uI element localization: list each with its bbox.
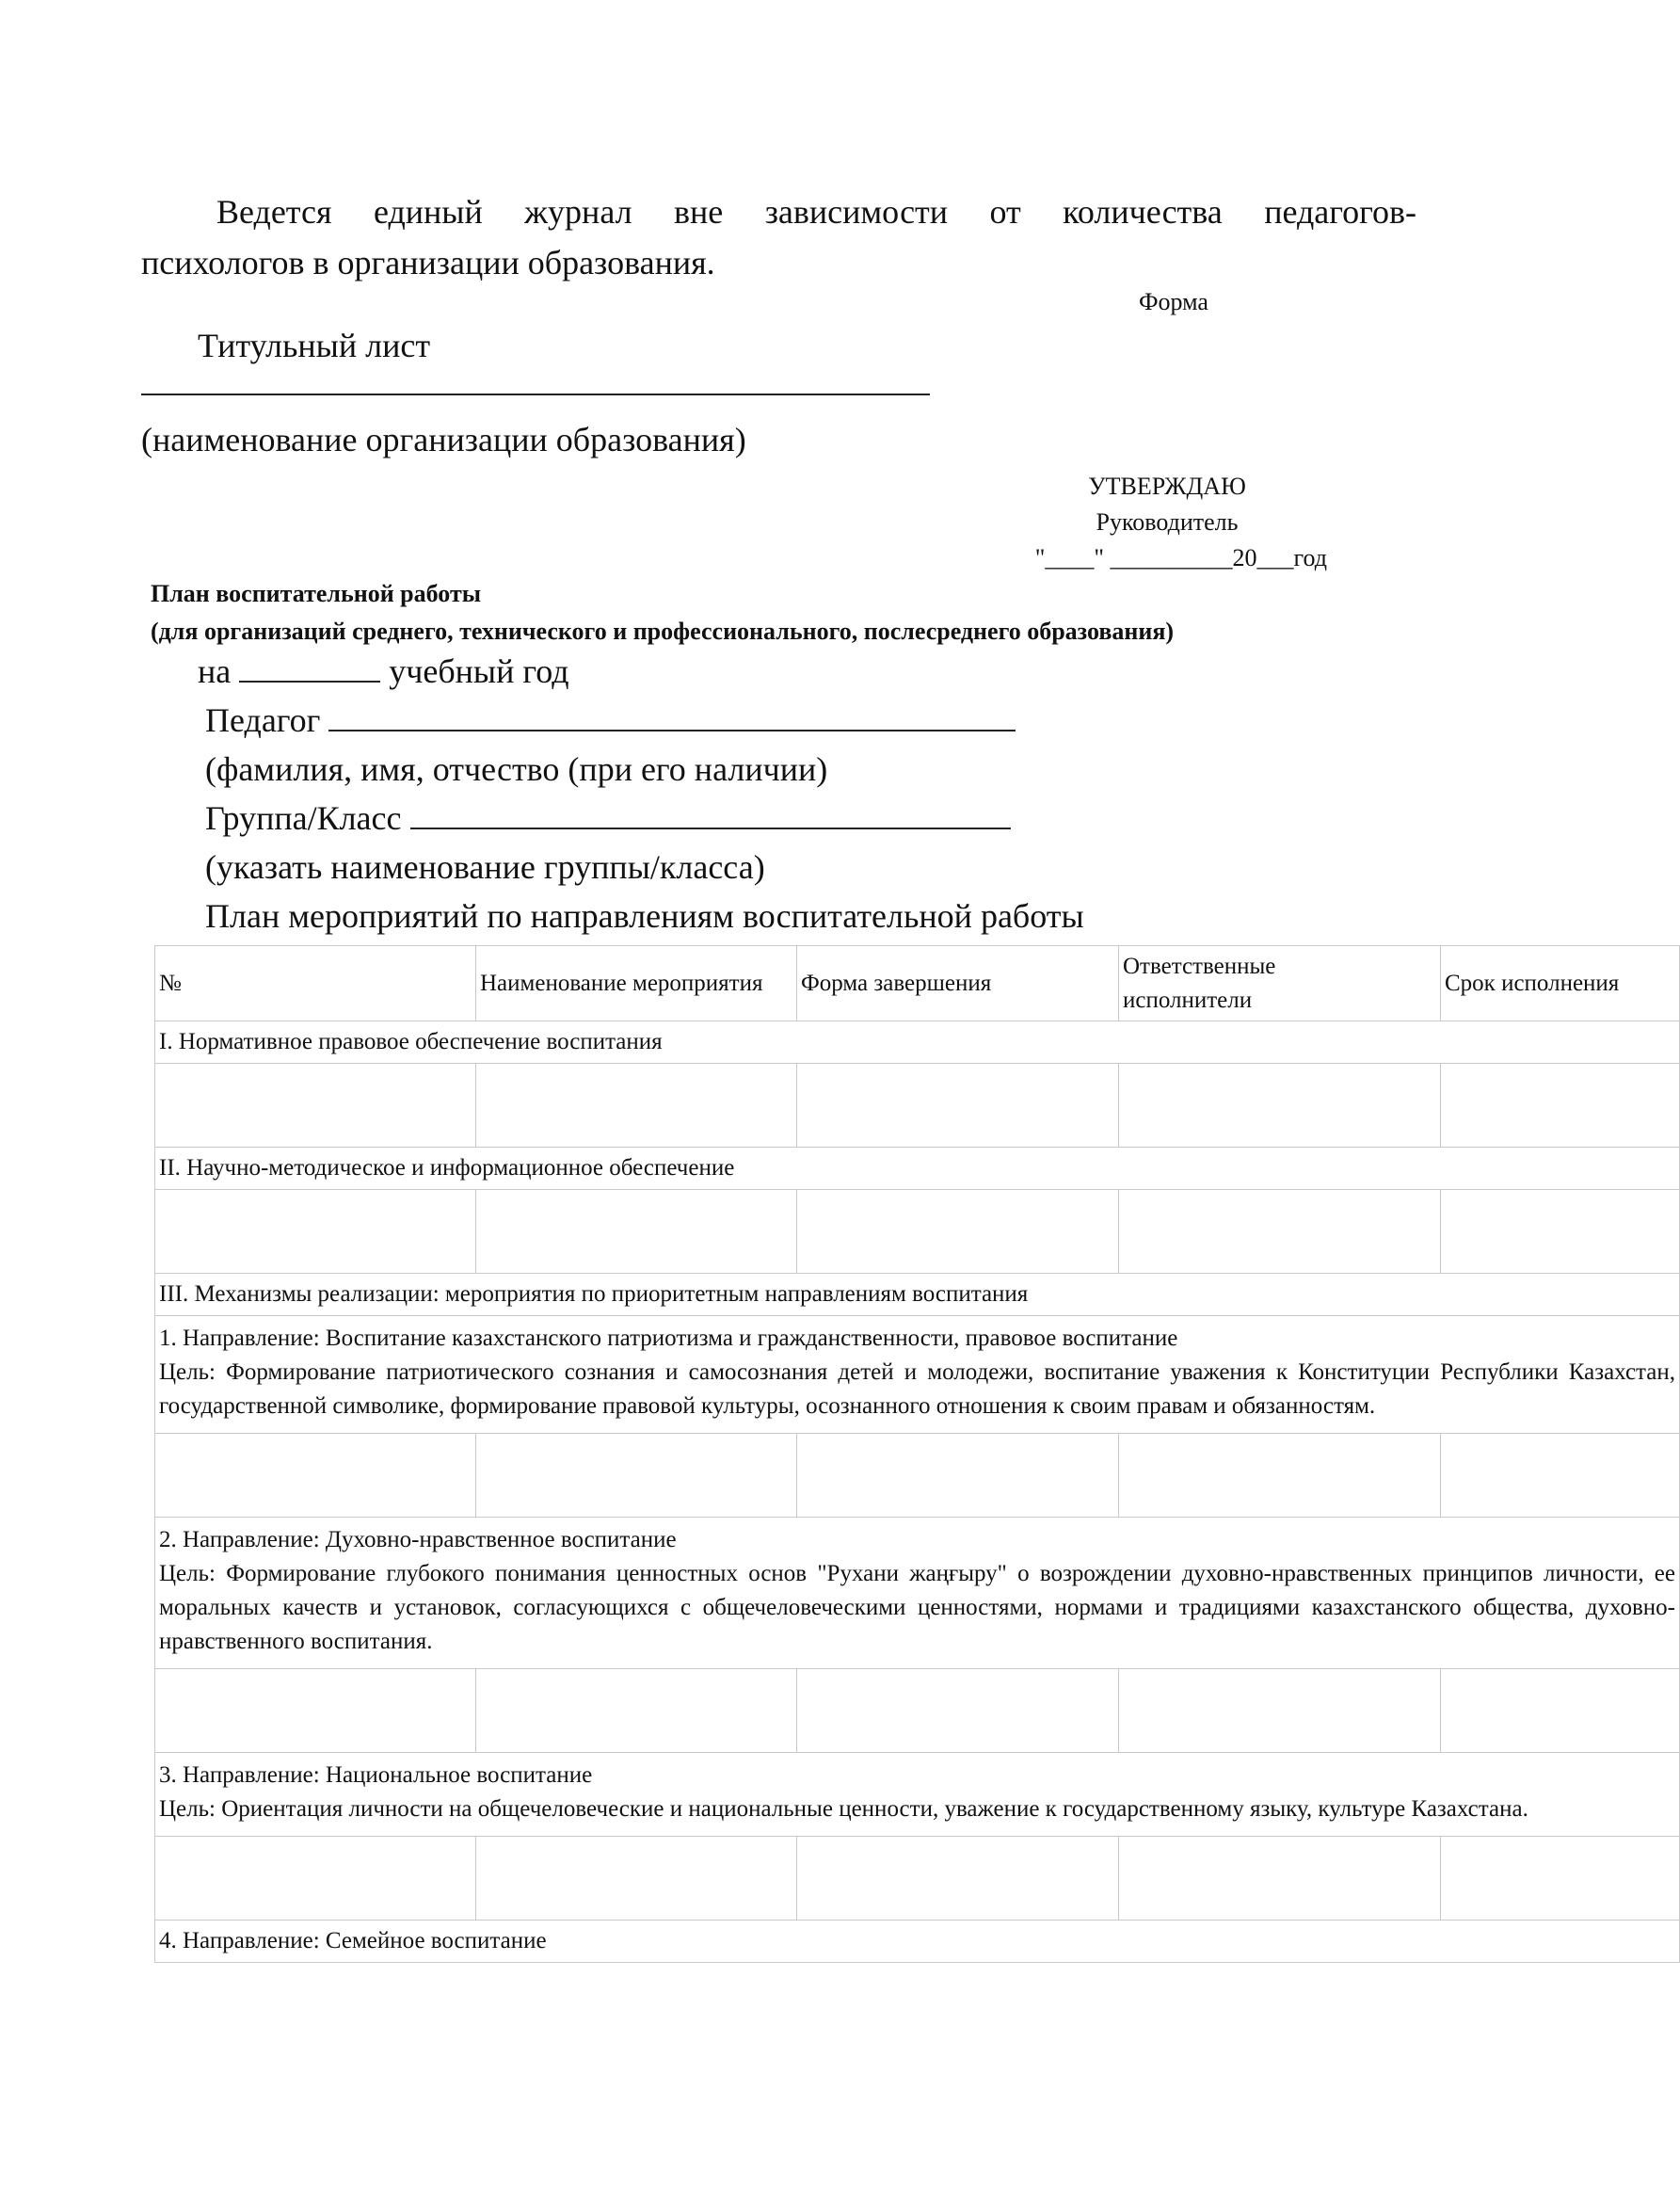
empty-cell[interactable] — [476, 1434, 797, 1518]
empty-cell[interactable] — [1441, 1190, 1680, 1274]
empty-cell[interactable] — [1119, 1190, 1441, 1274]
group-line — [205, 798, 1011, 838]
year-suffix: учебный год — [389, 652, 569, 690]
table-row — [155, 1148, 1680, 1190]
table-row — [155, 1064, 1680, 1148]
organization-name-line — [141, 394, 930, 395]
header-completion-form: Форма завершения — [797, 946, 1119, 1021]
table-row — [155, 1021, 1680, 1064]
direction-3-goal: Цель: Ориентация личности на общечеловеческие и национальные ценности, уважение к государственному языку, культуре Казахстана. — [159, 1796, 1528, 1822]
empty-cell[interactable] — [155, 1837, 476, 1921]
empty-cell[interactable] — [1119, 1064, 1441, 1148]
plan-title: План воспитательной работы — [151, 580, 482, 607]
year-prefix: на — [198, 652, 232, 690]
empty-cell[interactable] — [1119, 1669, 1441, 1753]
teacher-caption: (фамилия, имя, отчество (при его наличии) — [205, 750, 828, 788]
table-row — [155, 1518, 1680, 1669]
organization-caption: (наименование организации образования) — [141, 421, 746, 458]
intro-paragraph — [141, 186, 1416, 288]
empty-cell[interactable] — [1119, 1434, 1441, 1518]
table-row — [155, 1190, 1680, 1274]
direction-2-goal: Цель: Формирование глубокого понимания ценностных основ "Рухани жаңғыру" о возрождении духовно-нравственных принципов личности, ее моральных качеств и установок, согласующихся с общечеловеческими ценностями, нормами и традициями казахстанского общества, духовно-нравственного воспитания. — [159, 1561, 1675, 1654]
direction-spiritual — [155, 1518, 1680, 1669]
approve-label: УТВЕРЖДАЮ — [1088, 473, 1246, 500]
empty-cell[interactable] — [476, 1669, 797, 1753]
form-label: Форма — [1139, 288, 1208, 315]
section-mechanisms: III. Механизмы реализации: мероприятия по приоритетным направлениям воспитания — [155, 1274, 1680, 1316]
teacher-blank — [328, 701, 1016, 731]
direction-3-title: 3. Направление: Национальное воспитание — [159, 1762, 593, 1788]
approval-block — [988, 469, 1346, 576]
table-row — [155, 1316, 1680, 1434]
title-page-label: Титульный лист — [198, 327, 431, 364]
direction-1-title: 1. Направление: Воспитание казахстанского патриотизма и гражданственности, правовое воспитание — [159, 1326, 1178, 1351]
header-responsible — [1119, 946, 1441, 1021]
intro-line-2: психологов в организации образования. — [141, 244, 715, 281]
empty-cell[interactable] — [797, 1064, 1119, 1148]
teacher-line — [205, 700, 1016, 740]
empty-cell[interactable] — [476, 1837, 797, 1921]
empty-cell[interactable] — [797, 1434, 1119, 1518]
direction-family: 4. Направление: Семейное воспитание — [155, 1921, 1680, 1963]
head-label: Руководитель — [1096, 508, 1239, 536]
table-row — [155, 1921, 1680, 1963]
teacher-label: Педагог — [205, 701, 321, 739]
table-row — [155, 1753, 1680, 1837]
empty-cell[interactable] — [1441, 1837, 1680, 1921]
empty-cell[interactable] — [797, 1190, 1119, 1274]
group-blank — [410, 799, 1011, 829]
table-row — [155, 1434, 1680, 1518]
table-header-row — [155, 946, 1680, 1021]
section-normative: I. Нормативное правовое обеспечение воспитания — [155, 1021, 1680, 1064]
header-number: № — [155, 946, 476, 1021]
empty-cell[interactable] — [1441, 1064, 1680, 1148]
header-event-name: Наименование мероприятия — [476, 946, 797, 1021]
empty-cell[interactable] — [476, 1190, 797, 1274]
group-caption: (указать наименование группы/класса) — [205, 848, 765, 886]
events-plan-title: План мероприятий по направлениям воспитательной работы — [205, 897, 1084, 935]
direction-patriotism — [155, 1316, 1680, 1434]
empty-cell[interactable] — [797, 1669, 1119, 1753]
empty-cell[interactable] — [155, 1434, 476, 1518]
direction-2-title: 2. Направление: Духовно-нравственное воспитание — [159, 1527, 677, 1552]
empty-cell[interactable] — [1441, 1434, 1680, 1518]
section-methodical: II. Научно-методическое и информационное обеспечение — [155, 1148, 1680, 1190]
empty-cell[interactable] — [797, 1837, 1119, 1921]
plan-subtitle: (для организаций среднего, технического и профессионального, послесреднего образования) — [151, 618, 1175, 645]
table-row — [155, 1274, 1680, 1316]
empty-cell[interactable] — [1119, 1837, 1441, 1921]
academic-year-line — [198, 651, 569, 691]
empty-cell[interactable] — [155, 1669, 476, 1753]
header-responsible-line-2: исполнители — [1123, 987, 1253, 1013]
table-row — [155, 1837, 1680, 1921]
empty-cell[interactable] — [155, 1190, 476, 1274]
table-row — [155, 1669, 1680, 1753]
direction-national — [155, 1753, 1680, 1837]
year-blank — [239, 652, 380, 683]
empty-cell[interactable] — [1441, 1669, 1680, 1753]
header-responsible-line-1: Ответственные — [1123, 953, 1276, 979]
group-label: Группа/Класс — [205, 799, 402, 837]
direction-1-goal: Цель: Формирование патриотического сознания и самосознания детей и молодежи, воспитание уважения к Конституции Республики Казахстан, государственной символике, формирование правовой культуры, осознанного отношения к своим правам и обязанностям. — [159, 1359, 1675, 1419]
empty-cell[interactable] — [476, 1064, 797, 1148]
intro-line-1: Ведется единый журнал вне зависимости от количества педагогов- — [216, 193, 1416, 231]
approval-date: "____" __________20___год — [1034, 544, 1327, 571]
events-table — [154, 945, 1680, 1963]
header-deadline: Срок исполнения — [1441, 946, 1680, 1021]
empty-cell[interactable] — [155, 1064, 476, 1148]
